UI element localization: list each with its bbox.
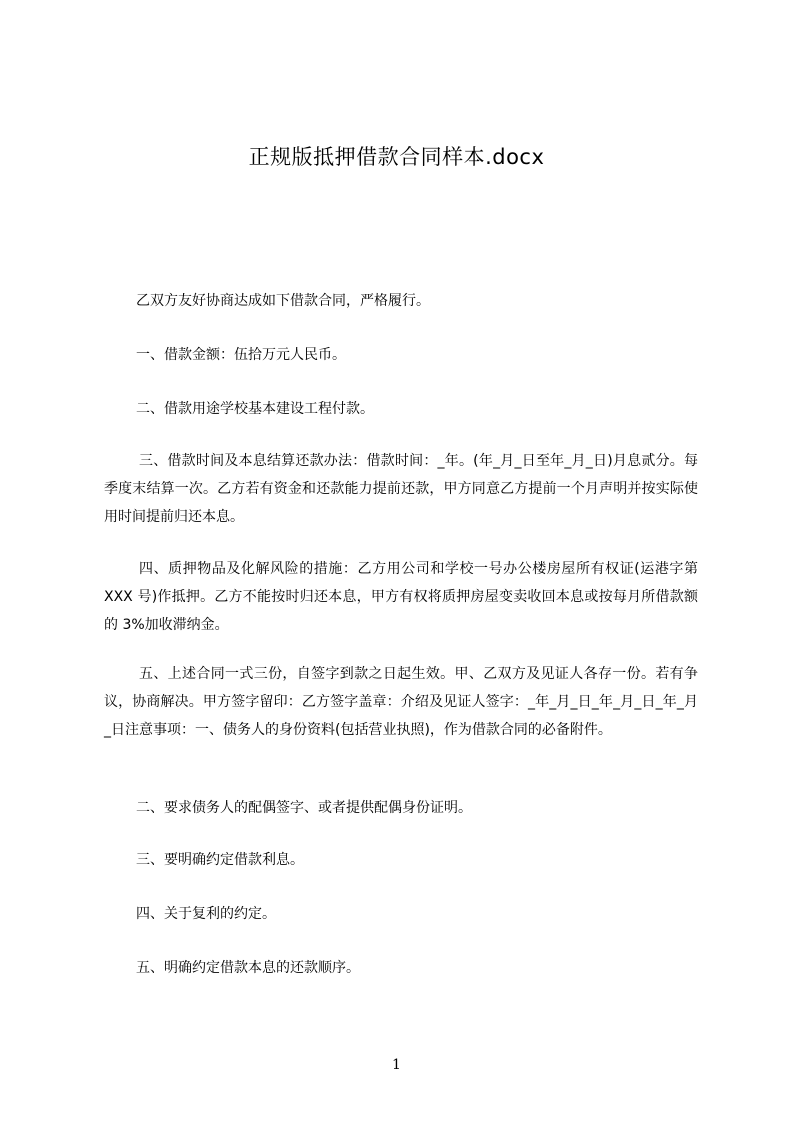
- paragraph-intro: 乙双方友好协商达成如下借款合同，严格履行。: [136, 293, 430, 309]
- paragraph-compound-interest: 四、关于复利的约定。: [136, 906, 276, 922]
- document-title: 正规版抵押借款合同样本.docx: [248, 145, 545, 169]
- paragraph-repayment-order: 五、明确约定借款本息的还款顺序。: [136, 960, 360, 976]
- paragraph-effectiveness: 五、上述合同一式三份，自签字到款之日起生效。甲、乙双方及见证人各存一份。若有争议，协商解决。甲方签字留印：乙方签字盖章：介绍及见证人签字：_年_月_日_年_月_日_年_月_日注意事项：一、债务人的身份资料(包括营业执照)，作为借款合同的必备附件。: [104, 666, 698, 738]
- paragraph-interest: 三、要明确约定借款利息。: [136, 852, 304, 868]
- page-number: 1: [392, 1057, 401, 1073]
- paragraph-collateral: 四、质押物品及化解风险的措施：乙方用公司和学校一号办公楼房屋所有权证(运港字第 XXX 号)作抵押。乙方不能按时归还本息，甲方有权将质押房屋变卖收回本息或按每月所借款额的 3%加收滞纳金。: [104, 561, 703, 633]
- paragraph-spouse-signature: 二、要求债务人的配偶签字、或者提供配偶身份证明。: [136, 800, 472, 816]
- paragraph-loan-term: 三、借款时间及本息结算还款办法：借款时间：_年。(年_月_日至年_月_日)月息贰分。每季度末结算一次。乙方若有资金和还款能力提前还款，甲方同意乙方提前一个月声明并按实际使用时间提前归还本息。: [104, 453, 698, 525]
- paragraph-loan-amount: 一、借款金额：伍拾万元人民币。: [136, 347, 346, 363]
- paragraph-loan-purpose: 二、借款用途学校基本建设工程付款。: [136, 401, 374, 417]
